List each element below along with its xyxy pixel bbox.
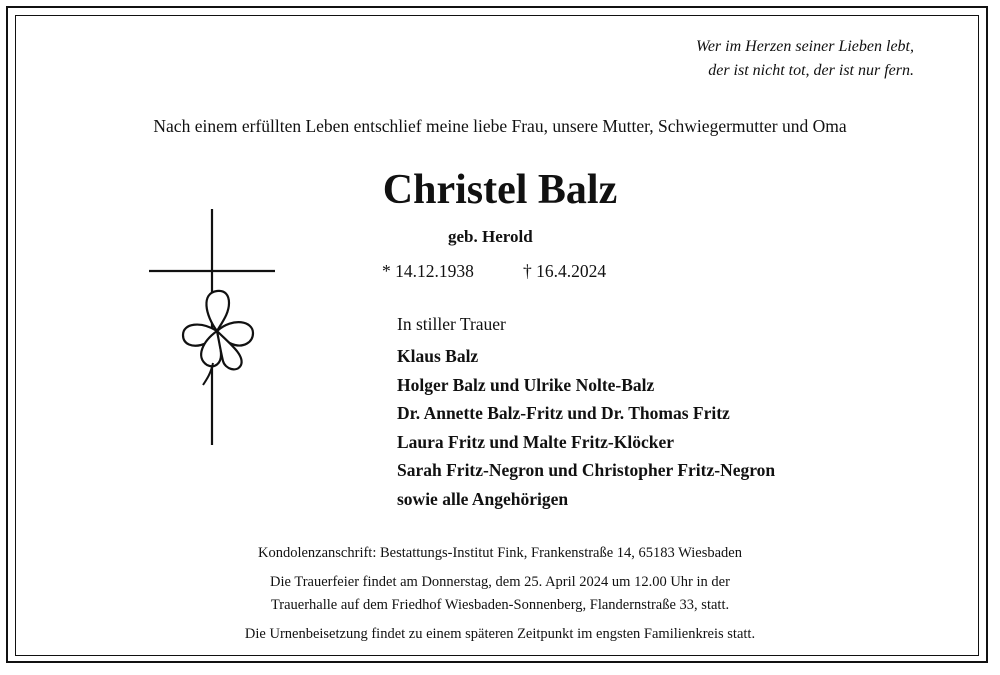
list-item: sowie alle Angehörigen bbox=[397, 488, 569, 509]
list-item: Klaus Balz bbox=[397, 346, 479, 366]
birth-date: * 14.12.1938 bbox=[382, 261, 474, 281]
motto-line-1: Wer im Herzen seiner Lieben lebt, bbox=[695, 38, 914, 55]
motto-line-2: der ist nicht tot, der ist nur fern. bbox=[708, 62, 914, 79]
list-item: Sarah Fritz-Negron und Christopher Fritz-Negron bbox=[397, 460, 776, 480]
mourners-list bbox=[397, 342, 775, 513]
ceremony-line-1: Die Trauerfeier findet am Donnerstag, dem 25. April 2024 um 12.00 Uhr in der bbox=[270, 574, 730, 590]
list-item: Dr. Annette Balz-Fritz und Dr. Thomas Fritz bbox=[397, 403, 730, 423]
deceased-name: Christel Balz bbox=[382, 167, 618, 213]
urn-burial-note: Die Urnenbeisetzung findet zu einem späteren Zeitpunkt im engsten Familienkreis statt. bbox=[244, 626, 756, 642]
mourning-heading: In stiller Trauer bbox=[397, 314, 506, 334]
list-item: Holger Balz und Ulrike Nolte-Balz bbox=[397, 374, 655, 395]
intro-text: Nach einem erfüllten Leben entschlief meine liebe Frau, unsere Mutter, Schwiegermutter und Oma bbox=[153, 116, 847, 136]
ceremony-line-2: Trauerhalle auf dem Friedhof Wiesbaden-Sonnenberg, Flandernstraße 33, statt. bbox=[270, 597, 730, 613]
condolence-address: Kondolenzanschrift: Bestattungs-Institut Fink, Frankenstraße 14, 65183 Wiesbaden bbox=[257, 545, 742, 561]
list-item: Laura Fritz und Malte Fritz-Klöcker bbox=[397, 431, 675, 452]
death-date: † 16.4.2024 bbox=[523, 261, 607, 281]
maiden-name: geb. Herold bbox=[448, 227, 533, 246]
cross-with-cloverleaf-icon bbox=[145, 205, 280, 450]
